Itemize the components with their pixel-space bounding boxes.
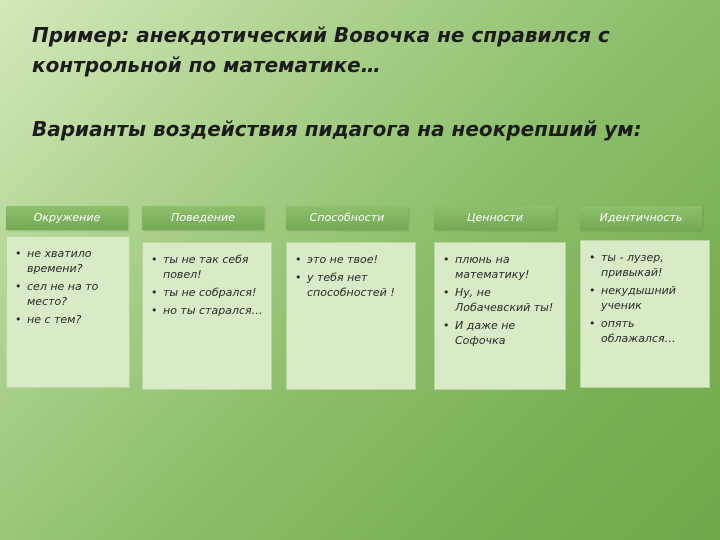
list-item: • сел не на то место? [15, 279, 123, 309]
bullet-list [15, 246, 123, 327]
list-item: • плюнь на математику! [443, 252, 559, 282]
column-box-environment [6, 236, 130, 388]
column-box-values [434, 242, 566, 390]
bullet-list [589, 250, 703, 346]
slide-title: Пример: анекдотический Вовочка не справился с контрольной по математике… [32, 23, 610, 77]
list-item: • у тебя нет способностей ! [295, 270, 409, 300]
column-header-values: Ценности [434, 206, 556, 230]
column-box-behavior [142, 242, 272, 390]
list-item: • ты - лузер, привыкай! [589, 250, 703, 280]
list-item: • но ты старался… [151, 303, 265, 318]
slide-subtitle: Варианты воздействия пидагога на неокрепший ум: [32, 117, 642, 141]
list-item: • не хватило времени? [15, 246, 123, 276]
column-box-identity [580, 240, 710, 388]
list-item: • И даже не Софочка [443, 318, 559, 348]
column-box-abilities [286, 242, 416, 390]
list-item: • некудышний ученик [589, 283, 703, 313]
column-header-environment: Окружение [6, 206, 128, 230]
list-item: • Ну, не Лобачевский ты! [443, 285, 559, 315]
list-item: • опять облажался… [589, 316, 703, 346]
bullet-list [151, 252, 265, 318]
bullet-list [295, 252, 409, 300]
column-header-behavior: Поведение [142, 206, 264, 230]
list-item: • ты не собрался! [151, 285, 265, 300]
column-header-identity: Идентичность [580, 206, 702, 230]
list-item: • это не твое! [295, 252, 409, 267]
list-item: • не с тем? [15, 312, 123, 327]
bullet-list [443, 252, 559, 348]
column-header-abilities: Способности [286, 206, 408, 230]
list-item: • ты не так себя повел! [151, 252, 265, 282]
